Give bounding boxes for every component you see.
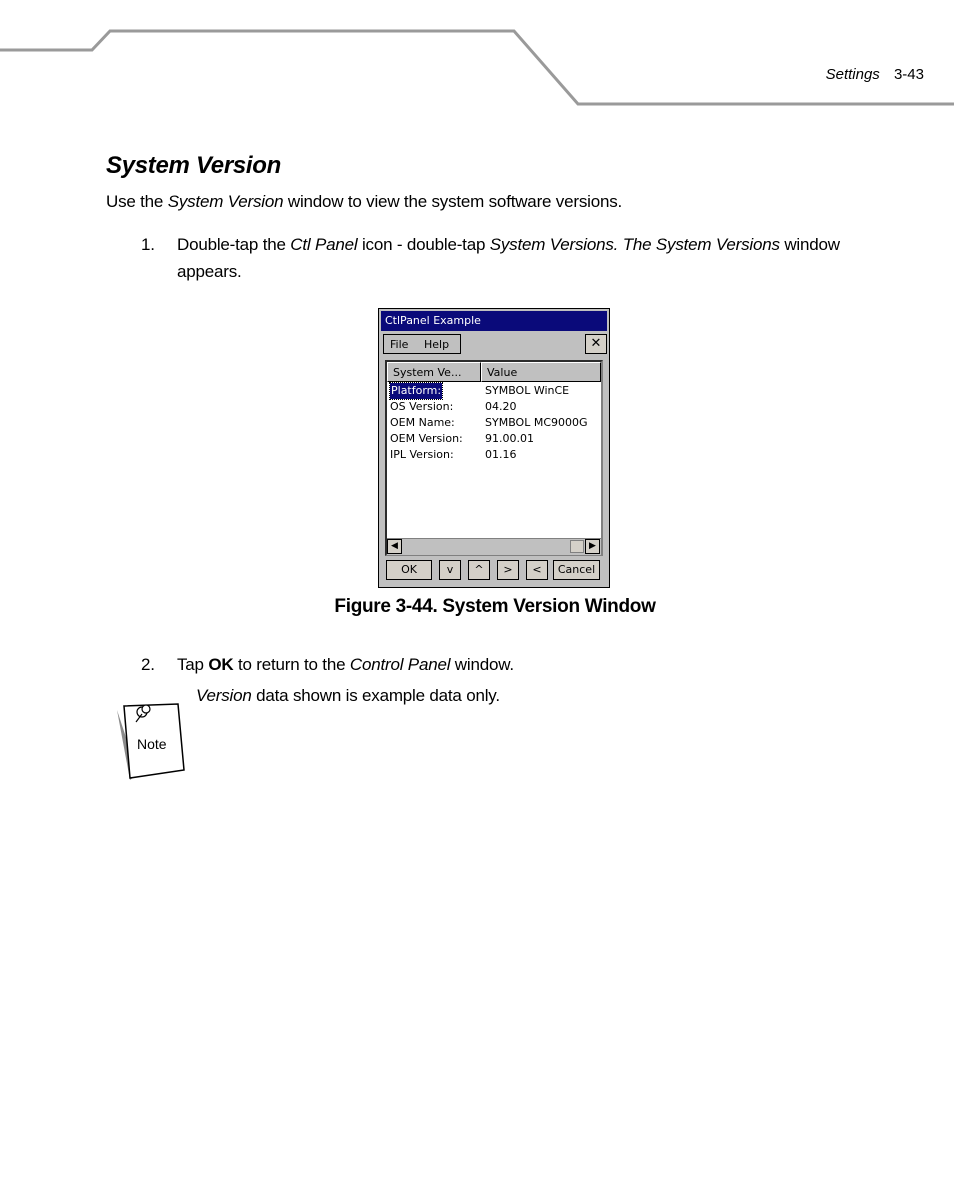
up-button[interactable]: ^ — [468, 560, 490, 580]
ok-button[interactable]: OK — [386, 560, 432, 580]
column-header-value[interactable]: Value — [481, 362, 601, 382]
row-label: OEM Version: — [390, 432, 463, 445]
menu-bar — [383, 334, 461, 354]
system-version-window — [378, 308, 610, 588]
note-icon — [112, 700, 188, 784]
window-title: CtlPanel Example — [381, 311, 607, 331]
header-rule — [0, 0, 954, 110]
step-1-t2: icon - double-tap — [357, 235, 490, 254]
step-1-number: 1. — [141, 235, 155, 254]
page-number: 3-43 — [893, 66, 924, 83]
row-label: OEM Name: — [390, 416, 455, 429]
step-1-i2: System Versions. The System Versions — [489, 235, 780, 254]
close-button[interactable] — [585, 334, 607, 354]
column-header-system-version[interactable]: System Ve... — [387, 362, 481, 382]
step-2-bold: OK — [208, 655, 234, 674]
row-label: Platform: — [391, 384, 442, 397]
step-2-text — [177, 651, 514, 678]
row-value: 04.20 — [485, 400, 517, 413]
version-list[interactable] — [385, 360, 603, 556]
step-1-t3: window appears. — [177, 235, 840, 281]
step-1-text — [177, 231, 897, 285]
cancel-button[interactable]: Cancel — [553, 560, 600, 580]
section-title: System Version — [106, 152, 281, 179]
note-body: data shown is example data only. — [251, 686, 500, 705]
note-label: Note — [137, 736, 167, 752]
intro-text-1: Use the — [106, 192, 168, 211]
scroll-thumb[interactable] — [570, 540, 584, 553]
row-value: SYMBOL MC9000G — [485, 416, 588, 429]
intro-paragraph — [106, 188, 622, 215]
row-value: 01.16 — [485, 448, 517, 461]
row-label: OS Version: — [390, 400, 454, 413]
running-head-section: Settings — [825, 66, 880, 83]
step-1-i1: Ctl Panel — [290, 235, 358, 254]
menu-file[interactable]: File — [390, 338, 409, 351]
row-value: SYMBOL WinCE — [485, 384, 570, 397]
row-label: IPL Version: — [390, 448, 454, 461]
scroll-left-icon[interactable]: ◀ — [387, 539, 402, 554]
step-2-t2: to return to the — [233, 655, 350, 674]
close-icon: ✕ — [590, 336, 602, 351]
previous-button[interactable]: < — [526, 560, 548, 580]
step-2-number: 2. — [141, 655, 155, 674]
next-button[interactable]: > — [497, 560, 519, 580]
running-head — [826, 66, 924, 83]
note-text — [196, 682, 500, 709]
intro-text-2: window to view the system software versions. — [283, 192, 623, 211]
note-italic: Version — [196, 686, 252, 705]
figure-caption: Figure 3-44. System Version Window — [334, 596, 656, 617]
horizontal-scrollbar[interactable] — [387, 538, 601, 555]
step-2-italic: Control Panel — [349, 655, 451, 674]
step-2-t3: window. — [450, 655, 514, 674]
step-1-t1: Double-tap the — [177, 235, 291, 254]
down-button[interactable]: v — [439, 560, 461, 580]
row-value: 91.00.01 — [485, 432, 534, 445]
menu-help[interactable]: Help — [424, 338, 450, 351]
step-2-t1: Tap — [177, 655, 209, 674]
scroll-right-icon[interactable]: ▶ — [585, 539, 600, 554]
intro-italic: System Version — [167, 192, 284, 211]
